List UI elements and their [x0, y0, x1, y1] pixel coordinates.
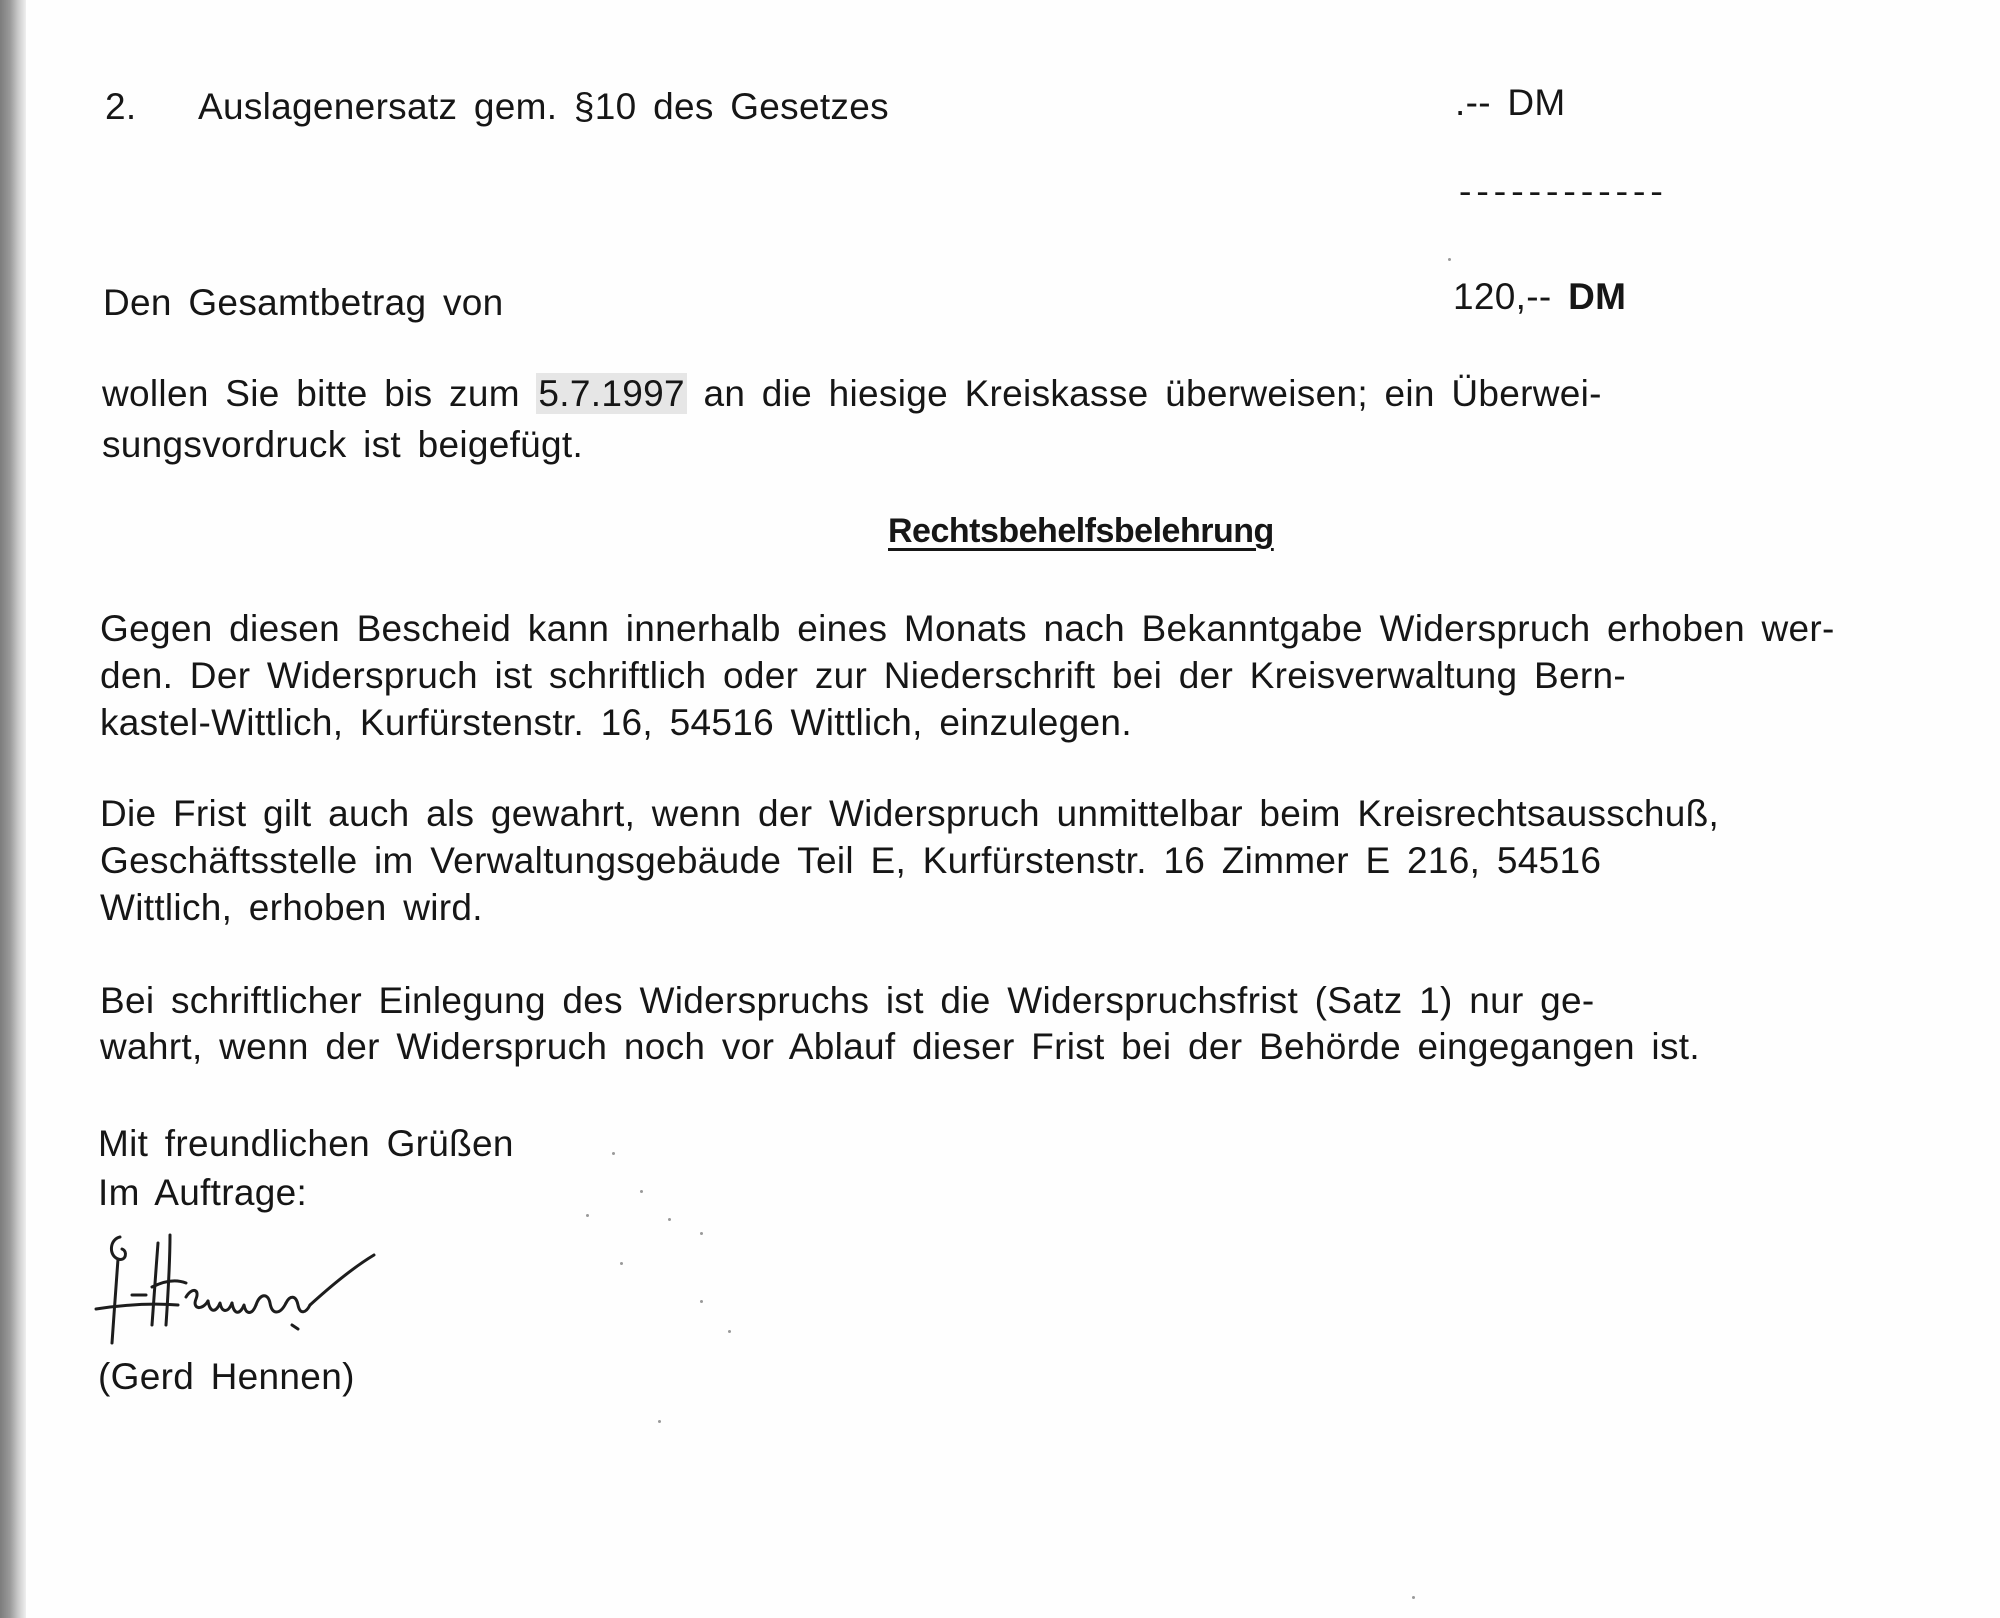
- payment-post: an die hiesige Kreiskasse überweisen; ein Überwei-: [703, 373, 1602, 414]
- item-label: Auslagenersatz gem. §10 des Gesetzes: [198, 86, 889, 127]
- scan-speck: [620, 1262, 623, 1265]
- scan-edge-shadow: [0, 0, 26, 1618]
- scan-speck: [1448, 258, 1451, 261]
- paragraph-2-line: Geschäftsstelle im Verwaltungsgebäude Teil E, Kurfürstenstr. 16 Zimmer E 216, 54516: [100, 840, 1602, 881]
- sum-separator: ------------: [1455, 176, 1664, 214]
- due-date: 5.7.1997: [538, 373, 685, 414]
- payment-pre: wollen Sie bitte bis zum: [102, 373, 520, 414]
- total-label: Den Gesamtbetrag von: [103, 282, 504, 323]
- legal-remedy-heading: Rechtsbehelfsbelehrung: [888, 512, 1274, 550]
- signer-name: (Gerd Hennen): [98, 1356, 355, 1397]
- scan-speck: [586, 1214, 589, 1217]
- paragraph-2-line: Die Frist gilt auch als gewahrt, wenn der Widerspruch unmittelbar beim Kreisrechtsausschuß,: [100, 793, 1720, 834]
- scan-speck: [1412, 1596, 1415, 1599]
- paragraph-1-line: kastel-Wittlich, Kurfürstenstr. 16, 54516 Wittlich, einzulegen.: [100, 702, 1132, 743]
- closing-greeting: Mit freundlichen Grüßen: [98, 1123, 514, 1164]
- payment-line-1: [102, 375, 1602, 412]
- scan-speck: [728, 1330, 731, 1333]
- paragraph-2-line: Wittlich, erhoben wird.: [100, 887, 483, 928]
- total-amount: 120,--: [1453, 276, 1552, 317]
- scan-speck: [658, 1420, 661, 1423]
- scan-speck: [640, 1190, 643, 1193]
- scan-speck: [612, 1152, 615, 1155]
- payment-line-2: sungsvordruck ist beigefügt.: [102, 424, 584, 465]
- item-amount: .-- DM: [1455, 82, 1566, 123]
- item-number: 2.: [105, 86, 137, 127]
- scan-speck: [700, 1232, 703, 1235]
- scan-speck: [700, 1300, 703, 1303]
- total-currency: DM: [1568, 276, 1627, 317]
- scan-speck: [668, 1218, 671, 1221]
- paragraph-3-line: wahrt, wenn der Widerspruch noch vor Ablauf dieser Frist bei der Behörde eingegangen ist.: [100, 1026, 1700, 1067]
- closing-on-behalf: Im Auftrage:: [98, 1172, 308, 1213]
- total-amount-row: [1453, 278, 1626, 315]
- paragraph-3-line: Bei schriftlicher Einlegung des Widerspruchs ist die Widerspruchsfrist (Satz 1) nur ge-: [100, 980, 1595, 1021]
- paragraph-1-line: Gegen diesen Bescheid kann innerhalb eines Monats nach Bekanntgabe Widerspruch erhoben wer-: [100, 608, 1835, 649]
- paragraph-1-line: den. Der Widerspruch ist schriftlich oder zur Niederschrift bei der Kreisverwaltung Bern-: [100, 655, 1626, 696]
- handwritten-signature: [92, 1225, 382, 1355]
